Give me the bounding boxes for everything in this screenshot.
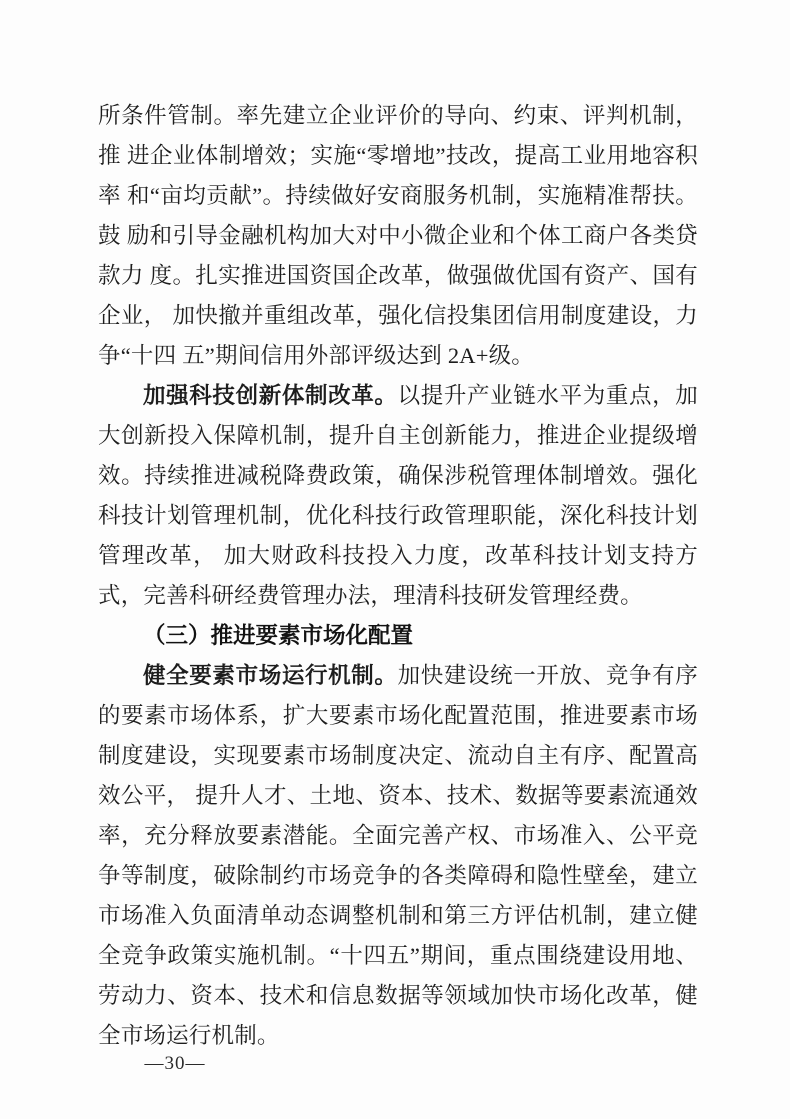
page-footer — [0, 1053, 790, 1075]
paragraph-body-3 — [98, 656, 698, 1056]
section-heading: （三）推进要素市场化配置 — [143, 623, 414, 648]
paragraph-text-3: 加快建设统一开放、竞争有序的要素市场体系，扩大要素市场化配置范围，推进要素市场制度建设，实现要素市场制度决定、流动自主有序、配置高效公平， 提升人才、土地、资本、技术、数据等要素流通效率，充分释放要素潜能。全面完善产权、市场准入、公平竞争等制度，破除制约市场竞争的各类障碍和隐性壁垒，建立市场准入负面清单动态调整机制和第三方评估机制，建立健全竞争政策实施机制。“十四五”期间，重点围绕建设用地、劳动力、资本、技术和信息数据等领域加快市场化改革，健全市场运行机制。 — [98, 663, 698, 1048]
page-content — [98, 96, 698, 1056]
paragraph-lead-in-3: 健全要素市场运行机制。 — [143, 663, 398, 688]
paragraph-body-2 — [98, 376, 698, 616]
page-number: —30— — [144, 1053, 206, 1074]
paragraph-text-2: 以提升产业链水平为重点，加大创新投入保障机制，提升自主创新能力，推进企业提级增效。持续推进减税降费政策，确保涉税管理体制增效。强化科技计划管理机制，优化科技行政管理职能，深化科技计划管理改革， 加大财政科技投入力度，改革科技计划支持方式，完善科研经费管理办法，理清科技研发管理经费。 — [98, 383, 698, 608]
paragraph-body-1: 所条件管制。率先建立企业评价的导向、约束、评判机制，推 进企业体制增效；实施“零增地”技改，提高工业用地容积率 和“亩均贡献”。持续做好安商服务机制，实施精准帮扶。鼓 励和引导金融机构加大对中小微企业和个体工商户各类贷款力 度。扎实推进国资国企改革，做强做优国有资产、国有企业， 加快撤并重组改革，强化信投集团信用制度建设，力争“十四 五”期间信用外部评级达到 2A+级。 — [98, 103, 698, 368]
paragraph-lead-in-2: 加强科技创新体制改革。 — [143, 383, 398, 408]
